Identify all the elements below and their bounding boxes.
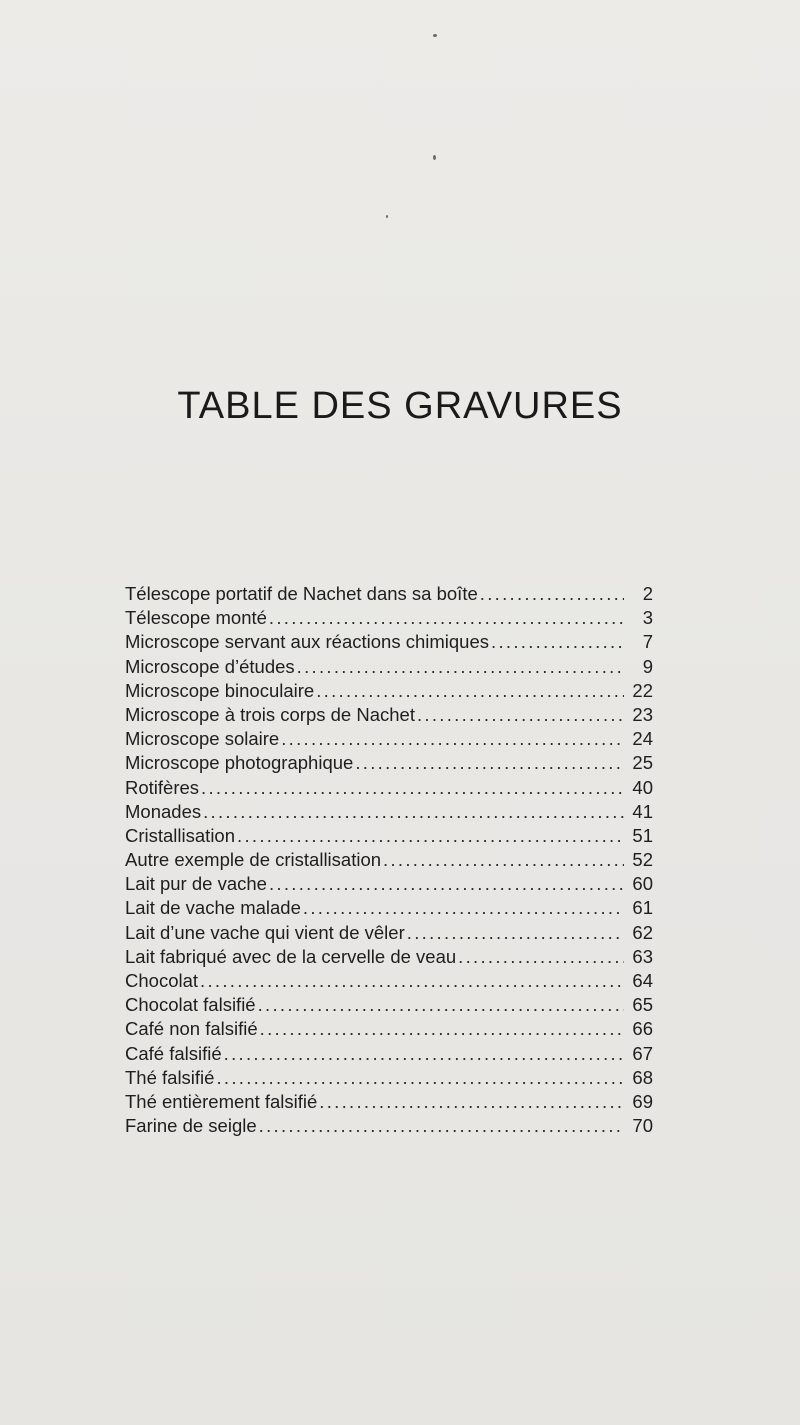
dot-leader — [259, 1114, 624, 1138]
entry-page: 61 — [632, 897, 653, 919]
dot-leader — [407, 921, 624, 945]
dot-leader — [269, 872, 624, 896]
entry-label: Farine de seigle — [125, 1115, 257, 1137]
entry-page: 62 — [632, 921, 653, 943]
entry-page: 60 — [632, 873, 653, 895]
dot-leader — [491, 630, 624, 654]
toc-entry — [125, 606, 653, 630]
entry-page: 3 — [642, 607, 653, 629]
toc-entry — [125, 1066, 653, 1090]
entry-page: 2 — [642, 583, 653, 604]
toc-entry — [125, 945, 653, 969]
entry-label: Autre exemple de cristallisation — [125, 849, 382, 871]
entry-page: 41 — [632, 800, 653, 822]
entry-page: 67 — [632, 1042, 653, 1064]
dot-leader — [281, 727, 624, 751]
toc-entry — [125, 751, 653, 775]
entry-page: 22 — [632, 679, 653, 701]
ink-speck — [386, 215, 388, 218]
entry-label: Microscope d’études — [125, 655, 295, 677]
entry-label: Thé entièrement falsifié — [125, 1090, 318, 1112]
toc-entry — [125, 582, 653, 606]
entry-label: Café non falsifié — [125, 1018, 258, 1040]
toc-entry — [125, 872, 653, 896]
entry-page: 9 — [642, 655, 653, 677]
dot-leader — [200, 969, 624, 993]
entry-label: Microscope photographique — [125, 752, 354, 774]
entry-page: 64 — [632, 970, 653, 991]
entry-label: Chocolat falsifié — [125, 994, 256, 1016]
entry-label: Lait fabriqué avec de la cervelle de veau — [125, 945, 457, 967]
dot-leader — [355, 751, 624, 775]
entry-page: 65 — [632, 994, 653, 1016]
table-of-engravings — [125, 582, 653, 1138]
dot-leader — [297, 655, 624, 679]
entry-label: Thé falsifié — [125, 1066, 215, 1088]
entry-page: 69 — [632, 1090, 653, 1112]
entry-page: 7 — [642, 631, 653, 653]
entry-label: Café falsifié — [125, 1042, 222, 1064]
toc-entry — [125, 969, 653, 993]
dot-leader — [260, 1017, 624, 1041]
dot-leader — [383, 848, 624, 872]
entry-page: 25 — [632, 752, 653, 774]
toc-entry — [125, 993, 653, 1017]
toc-entry — [125, 800, 653, 824]
entry-page: 63 — [632, 945, 653, 967]
toc-entry — [125, 1114, 653, 1138]
entry-label: Monades — [125, 800, 202, 822]
entry-page: 70 — [632, 1115, 653, 1137]
entry-page: 51 — [632, 824, 653, 846]
dot-leader — [203, 800, 624, 824]
entry-label: Lait pur de vache — [125, 873, 267, 895]
entry-label: Lait de vache malade — [125, 897, 301, 919]
entry-label: Microscope solaire — [125, 728, 280, 750]
toc-entry — [125, 1017, 653, 1041]
toc-entry — [125, 630, 653, 654]
entry-page: 68 — [632, 1066, 653, 1088]
entry-label: Microscope servant aux réactions chimiques — [125, 631, 489, 653]
dot-leader — [303, 896, 624, 920]
toc-entry — [125, 776, 653, 800]
dot-leader — [237, 824, 624, 848]
toc-entry — [125, 1042, 653, 1066]
toc-entry — [125, 824, 653, 848]
dot-leader — [258, 993, 624, 1017]
dot-leader — [458, 945, 624, 969]
ink-speck — [433, 155, 436, 160]
toc-entry — [125, 655, 653, 679]
entry-label: Cristallisation — [125, 824, 236, 846]
toc-entry — [125, 848, 653, 872]
dot-leader — [480, 582, 624, 606]
dot-leader — [316, 679, 624, 703]
dot-leader — [224, 1042, 624, 1066]
dot-leader — [417, 703, 624, 727]
ink-speck — [433, 34, 437, 37]
entry-label: Microscope à trois corps de Nachet — [125, 703, 415, 725]
entry-label: Télescope monté — [125, 607, 267, 629]
entry-label: Microscope binoculaire — [125, 679, 315, 701]
entry-page: 66 — [632, 1018, 653, 1040]
toc-entry — [125, 703, 653, 727]
entry-page: 23 — [632, 703, 653, 725]
entry-page: 52 — [632, 849, 653, 871]
toc-entry — [125, 896, 653, 920]
entry-label: Chocolat — [125, 970, 199, 991]
entry-label: Rotifères — [125, 776, 200, 798]
entry-label: Lait d’une vache qui vient de vêler — [125, 921, 405, 943]
entry-page: 40 — [632, 776, 653, 798]
toc-entry — [125, 921, 653, 945]
dot-leader — [319, 1090, 624, 1114]
toc-entry — [125, 727, 653, 751]
toc-entry — [125, 679, 653, 703]
dot-leader — [201, 776, 624, 800]
page-title: TABLE DES GRAVURES — [177, 385, 623, 427]
dot-leader — [216, 1066, 624, 1090]
dot-leader — [269, 606, 624, 630]
entry-page: 24 — [632, 728, 653, 750]
entry-label: Télescope portatif de Nachet dans sa boîte — [125, 583, 478, 604]
toc-entry — [125, 1090, 653, 1114]
